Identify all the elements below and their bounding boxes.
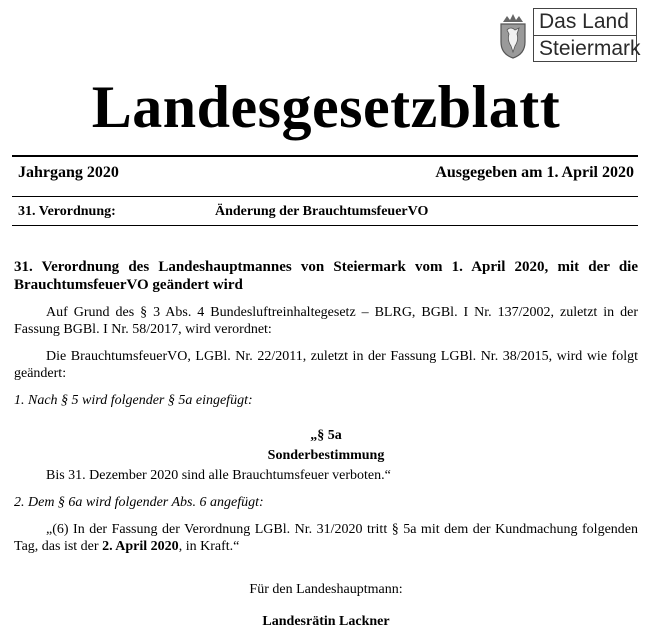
signature-name: Landesrätin Lackner <box>262 614 390 629</box>
item-2-effective-date: 2. April 2020 <box>102 539 179 554</box>
verordnung-subject: Änderung der BrauchtumsfeuerVO <box>215 204 429 219</box>
styria-crest-icon <box>497 12 529 60</box>
item-2-text <box>14 521 638 555</box>
regulation-title: 31. Verordnung des Landeshauptmannes von Steiermark vom 1. April 2020, mit der die BrauchtumsfeuerVO geändert wird <box>14 259 638 293</box>
section-title: Sonderbestimmung <box>267 448 385 463</box>
logo-line-steiermark: Steiermark <box>534 35 636 62</box>
logo-text-box <box>533 8 641 62</box>
item-2-intro: 2. Dem § 6a wird folgender Abs. 6 angefügt: <box>14 495 264 510</box>
document-body <box>14 258 638 630</box>
verordnung-number: 31. Verordnung: <box>18 204 116 219</box>
legal-basis-paragraph: Auf Grund des § 3 Abs. 4 Bundesluftreinhaltegesetz – BLRG, BGBl. I Nr. 137/2002, zuletzt in der Fassung BGBl. I Nr. 58/2017, wird verordnet: <box>14 305 638 337</box>
issue-date: Ausgegeben am 1. April 2020 <box>435 164 634 181</box>
masthead-title: Landesgesetzblatt <box>91 74 561 140</box>
state-logo <box>497 8 641 66</box>
section-text: Bis 31. Dezember 2020 sind alle Brauchtumsfeuer verboten.“ <box>46 468 391 483</box>
section-number: „§ 5a <box>310 428 342 443</box>
amendment-intro-paragraph: Die BrauchtumsfeuerVO, LGBl. Nr. 22/2011, zuletzt in der Fassung LGBl. Nr. 38/2015, wird wie folgt geändert: <box>14 349 638 381</box>
logo-line-das-land: Das Land <box>539 10 629 33</box>
issue-year: Jahrgang 2020 <box>18 164 119 181</box>
header-rule-middle <box>12 196 638 197</box>
header-rule-top <box>12 155 638 157</box>
signature-intro: Für den Landeshauptmann: <box>249 582 403 597</box>
item-1-intro: 1. Nach § 5 wird folgender § 5a eingefügt: <box>14 393 253 408</box>
header-rule-bottom <box>12 225 638 226</box>
item-2-text-end: , in Kraft.“ <box>178 539 240 554</box>
item-2-text-start: „(6) In der Fassung der Verordnung LGBl. Nr. 31/2020 tritt § 5a mit dem der Kundmachung folgenden Tag, das ist der <box>14 522 638 554</box>
